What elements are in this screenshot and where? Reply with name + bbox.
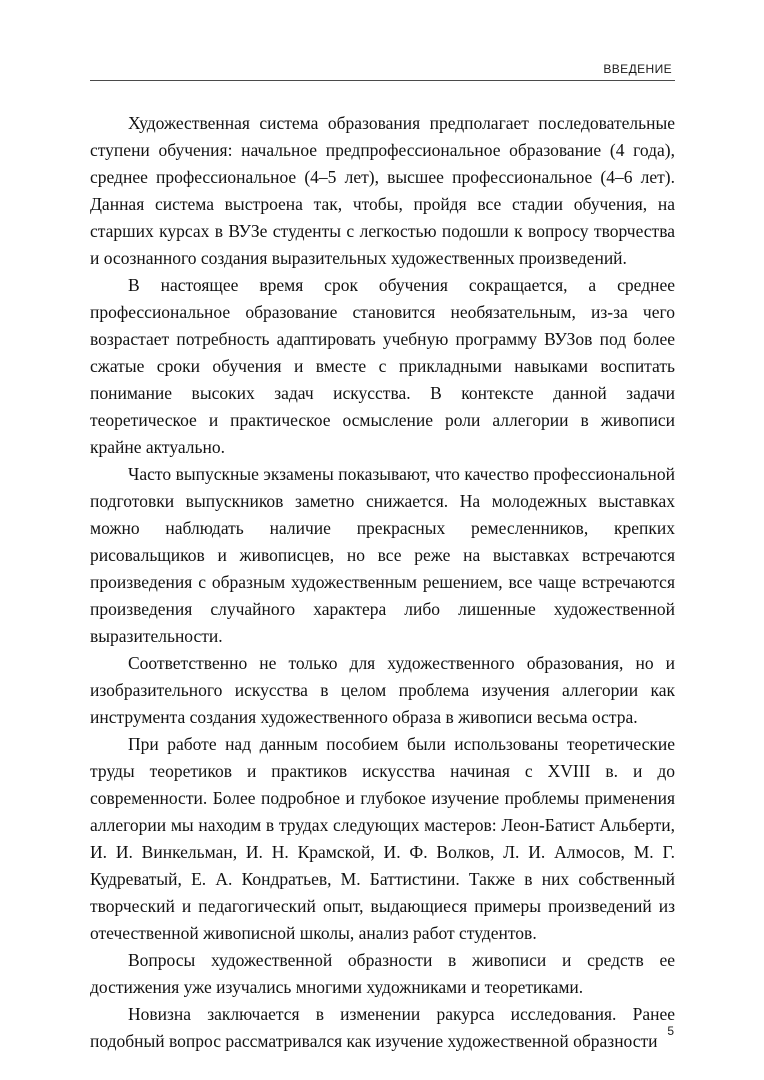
paragraph-7: Новизна заключается в изменении ракурса исследования. Ранее подобный вопрос рассматривался как изучение художественной образности [90, 1004, 675, 1051]
paragraph-5: При работе над данным пособием были использованы теоретические труды теоретиков и практиков искусства начиная с XVIII в. и до современности. Более подробное и глубокое изучение проблемы применения аллегории мы находим в трудах следующих мастеров: Леон-Батист Альберти, И. И. Винкельман, И. Н. Крамской, И. Ф. Волков, Л. И. Алмосов, М. Г. Кудреватый, Е. А. Кондратьев, М. Баттистини. Также в них собственный творческий и педагогический опыт, выдающиеся примеры произведений из отечественной живописной школы, анализ работ студентов. [90, 734, 675, 943]
running-header-title: ВВЕДЕНИЕ [603, 62, 672, 76]
paragraph-2: В настоящее время срок обучения сокращается, а среднее профессиональное образование становится необязательным, из-за чего возрастает потребность адаптировать учебную программу ВУЗов под более сжатые сроки обучения и вместе с прикладными навыками воспитать понимание высоких задач искусства. В контексте данной задачи теоретическое и практическое осмысление роли аллегории в живописи крайне актуально. [90, 275, 675, 457]
page-number: 5 [667, 1024, 674, 1038]
paragraph-1: Художественная система образования предполагает последовательные ступени обучения: начальное предпрофессиональное образование (4 года), среднее профессиональное (4–5 лет), высшее профессиональное (4–6 лет). Данная система выстроена так, чтобы, пройдя все стадии обучения, на старших курсах в ВУЗе студенты с легкостью подошли к вопросу творчества и осознанного создания выразительных художественных произведений. [90, 113, 675, 268]
header-divider [90, 80, 675, 81]
paragraph-4: Соответственно не только для художественного образования, но и изобразительного искусства в целом проблема изучения аллегории как инструмента создания художественного образа в живописи весьма остра. [90, 653, 675, 727]
paragraph-3: Часто выпускные экзамены показывают, что качество профессиональной подготовки выпускников заметно снижается. На молодежных выставках можно наблюдать наличие прекрасных ремесленников, крепких рисовальщиков и живописцев, но все реже на выставках встречаются произведения с образным художественным решением, все чаще встречаются произведения случайного характера либо лишенные художественной выразительности. [90, 464, 675, 646]
body-text [90, 110, 675, 1055]
paragraph-6: Вопросы художественной образности в живописи и средств ее достижения уже изучались многими художниками и теоретиками. [90, 950, 675, 997]
